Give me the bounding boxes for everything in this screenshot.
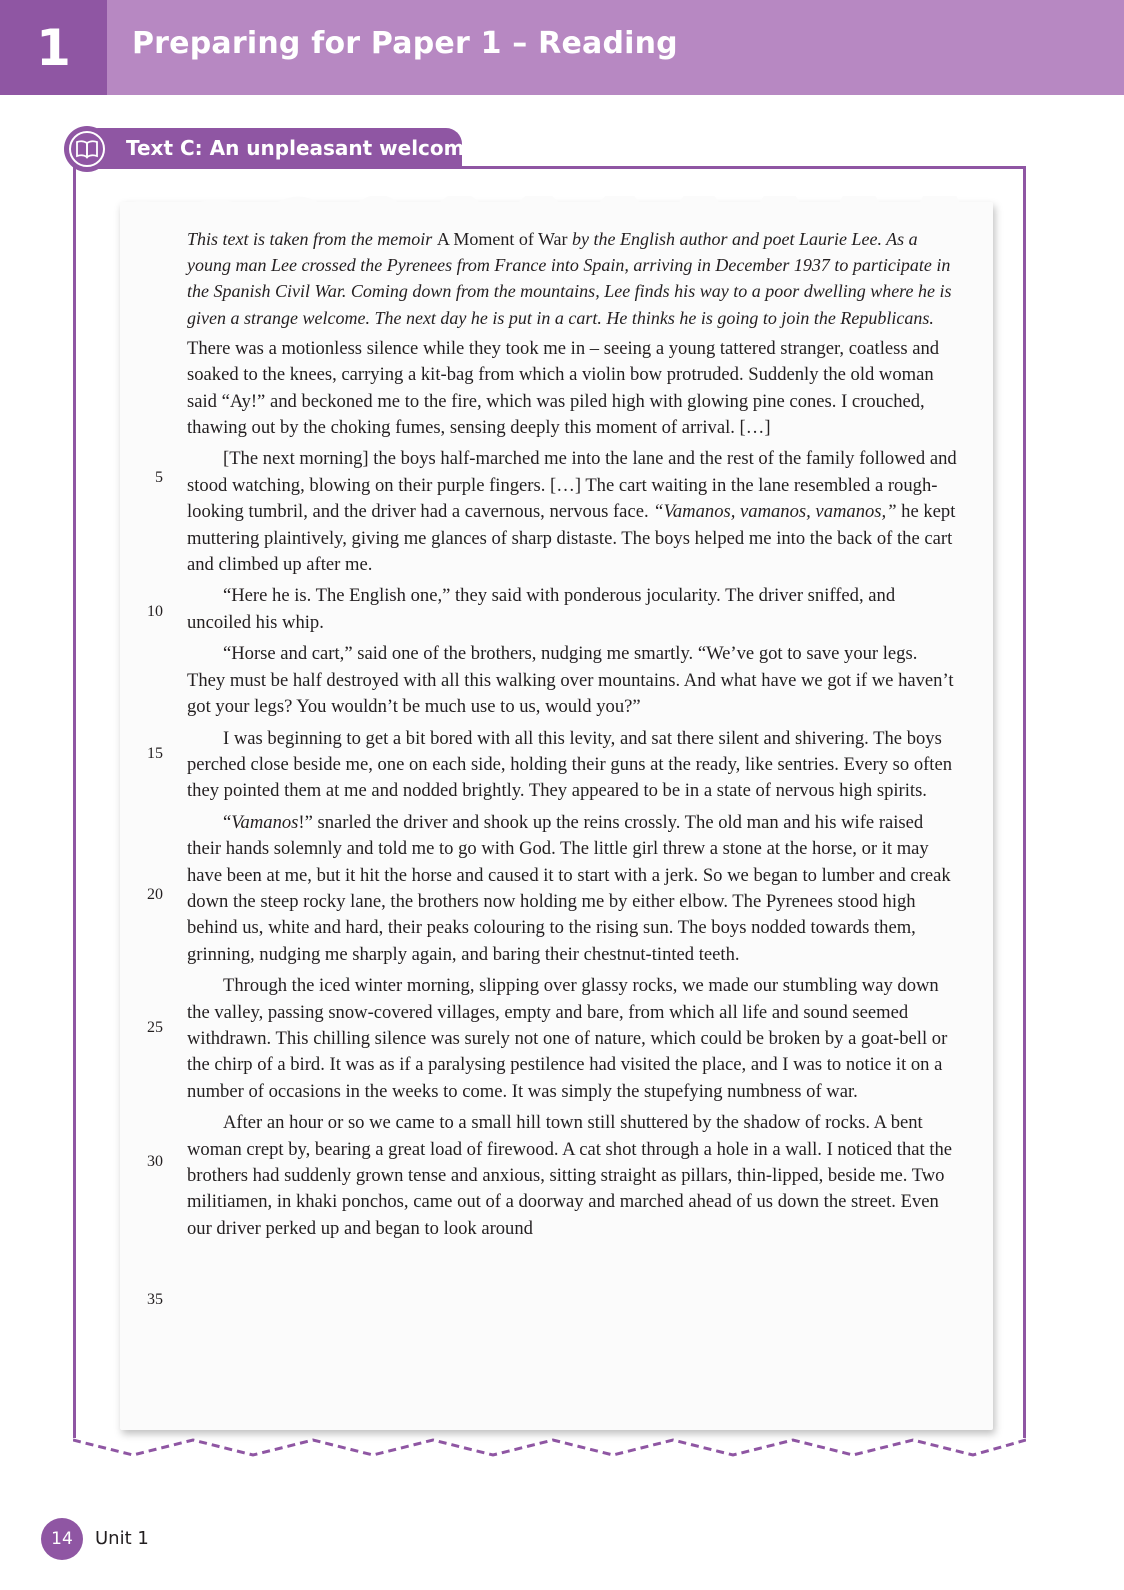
paragraph bbox=[187, 810, 959, 968]
paragraph bbox=[187, 726, 959, 805]
page-title: Preparing for Paper 1 – Reading bbox=[132, 26, 678, 61]
footer-unit-label: Unit 1 bbox=[95, 1528, 149, 1549]
open-book-icon bbox=[75, 139, 99, 159]
paragraph bbox=[187, 446, 959, 578]
paragraph bbox=[187, 336, 959, 442]
page-number: 14 bbox=[51, 1529, 73, 1549]
zigzag-border bbox=[73, 1430, 1026, 1460]
paragraph-text: “Horse and cart,” said one of the brothers, nudging me smartly. “We’ve got to save your legs. They must be half destroyed with all this walking over mountains. And what have we got if we haven’t got your legs? You wouldn’t be much use to us, would you?” bbox=[187, 643, 954, 718]
paragraph-text: [The next morning] the boys half-marched me into the lane and the rest of the family followed and stood watching, blowing on their purple fingers. […] The cart waiting in the lane resembled a rough-looking tumbril, and the driver had a cavernous, nervous face. bbox=[187, 448, 957, 523]
section-icon-badge bbox=[64, 126, 110, 172]
line-number: 5 bbox=[155, 469, 163, 486]
paragraph-text: “ bbox=[223, 811, 232, 833]
paragraph bbox=[187, 973, 959, 1105]
line-number: 30 bbox=[147, 1153, 163, 1170]
line-number: 35 bbox=[147, 1291, 163, 1308]
paragraph bbox=[187, 641, 959, 720]
line-number: 10 bbox=[147, 603, 163, 620]
section-title: Text C: An unpleasant welcome bbox=[126, 136, 479, 160]
page-number-badge bbox=[41, 1518, 83, 1560]
line-number: 25 bbox=[147, 1019, 163, 1036]
intro-text: by the English author and poet Laurie Lee. As a young man Lee crossed the Pyrenees from France into Spain, arriving in December 1937 to participate in the Spanish Civil War. Coming down from the mountains, Lee finds his way to a poor dwelling where he is given a strange welcome. The next day he is put in a cart. He thinks he is going to join the Republicans. bbox=[187, 229, 952, 328]
paragraph-italic-text: “Vamanos, vamanos, vamanos,” bbox=[653, 501, 897, 523]
paragraph-text: he kept muttering plaintively, giving me glances of sharp distaste. The boys helped me into the back of the cart and climbed up after me. bbox=[187, 501, 956, 576]
paragraph-text: !” snarled the driver and shook up the reins crossly. The old man and his wife raised their hands solemnly and told me to go with God. The little girl threw a stone at the horse, or it may have been at me, but it hit the horse and caused it to start with a jerk. So we began to lumber and creak down the steep rocky lane, the brothers now holding me by either elbow. The Pyrenees stood high behind us, white and hard, their peaks colouring to the rising sun. The boys nodded towards them, grinning, nudging me sharply again, and baring their chestnut-tinted teeth. bbox=[187, 811, 951, 965]
paragraph-text: Through the iced winter morning, slipping over glassy rocks, we made our stumbling way down the valley, passing snow-covered villages, empty and bare, from which all life and sound seemed withdrawn. This chilling silence was surely not one of nature, which could be broken by a goat-bell or the chirp of a bird. It was as if a paralysing pestilence had visited the place, and I was to notice it on a number of occasions in the weeks to come. It was simply the stupefying numbness of war. bbox=[187, 975, 948, 1102]
paragraph-text: I was beginning to get a bit bored with all this levity, and sat there silent and shivering. The boys perched close beside me, one on each side, holding their guns at the ready, like sentries. Every so often they pointed them at me and nodded brightly. They appeared to be in a state of nervous high spirits. bbox=[187, 727, 953, 802]
paragraph-text: After an hour or so we came to a small hill town still shuttered by the shadow of rocks. A bent woman crept by, bearing a great load of firewood. A cat shot through a hole in a wall. I noticed that the brothers had suddenly grown tense and anxious, sitting straight as pillars, thin-lipped, beside me. Two militiamen, in khaki ponchos, came out of a doorway and marched ahead of us down the street. Even our driver perked up and began to look around bbox=[187, 1112, 953, 1239]
unit-number: 1 bbox=[36, 18, 71, 77]
intro-paragraph bbox=[187, 226, 959, 331]
paragraph-italic-text: Vamanos bbox=[231, 811, 299, 833]
paragraph-text: There was a motionless silence while they took me in – seeing a young tattered stranger, coatless and soaked to the knees, carrying a kit-bag from which a violin bow protruded. Suddenly the old woman said “Ay!” and beckoned me to the fire, which was piled high with glowing pine cones. I crouched, thawing out by the choking fumes, sensing deeply this moment of arrival. […] bbox=[187, 337, 940, 439]
paragraph-text: “Here he is. The English one,” they said with ponderous jocularity. The driver sniffed, and uncoiled his whip. bbox=[187, 585, 896, 633]
paper-torn-edge bbox=[120, 196, 993, 208]
paragraph bbox=[187, 1110, 959, 1242]
paragraph bbox=[187, 583, 959, 636]
line-number: 20 bbox=[147, 886, 163, 903]
unit-number-block bbox=[0, 0, 107, 95]
book-title: A Moment of War bbox=[436, 229, 568, 249]
text-column bbox=[187, 226, 959, 1242]
intro-text: This text is taken from the memoir bbox=[187, 229, 437, 249]
line-number: 15 bbox=[147, 745, 163, 762]
